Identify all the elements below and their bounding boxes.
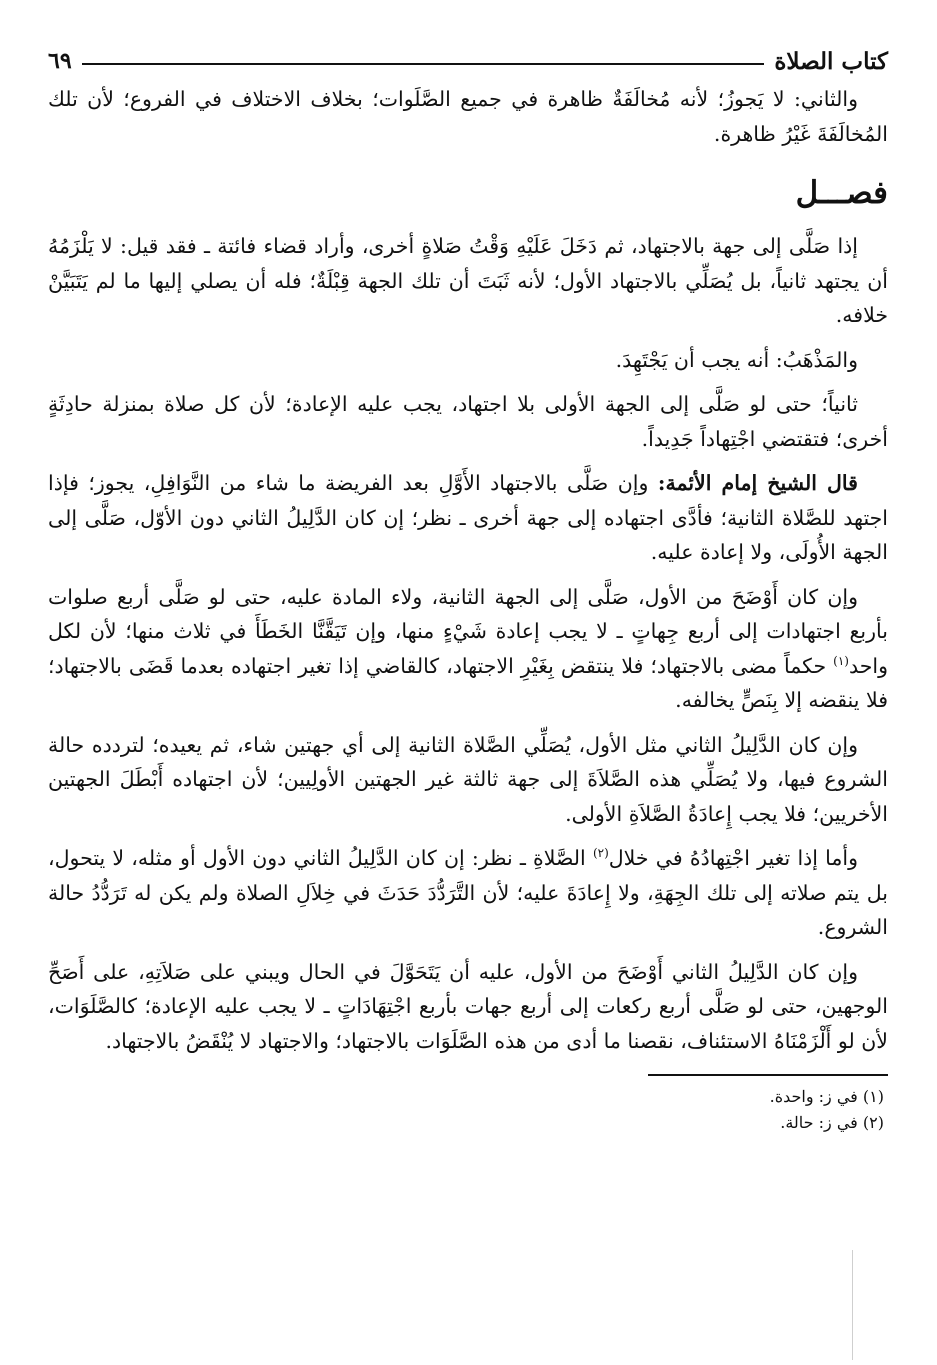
footnotes bbox=[48, 1084, 888, 1136]
main-text bbox=[48, 82, 888, 1058]
paragraph-footnote-1-before: وإن كان أَوْضَحَ من الأول، صَلَّى إلى الجهة الثانية، ولاء المادة عليه، حتى لو صَلَّى أربع صلوات بأربع اجتهادات إلى أربع جِهاتٍ ـ لا يجب إعادة شَيْءٍ منها، وإن تَيَقَّنَّا الخَطَأَ في ثلاث منها؛ لأن لكل واحد bbox=[48, 584, 888, 678]
header-rule bbox=[82, 63, 765, 65]
imam-lead: قال الشيخ إمام الأئمة: bbox=[657, 471, 858, 495]
paragraph-last: وإن كان الدَّلِيلُ الثاني أَوْضَحَ من الأول، عليه أن يَتَحَوَّلَ في الحال ويبني على صَلاَتِهِ، على أَصَحِّ الوجهين، حتى لو صَلَّى أربع ركعات إلى أربع جهات بأربع اجْتِهَادَاتٍ ـ لا يجب عليه الإعادة؛ كالصَّلَوَات، لأن لو أَلْزَمْنَاهُ الاستئناف، نقصنا ما أدى من هذه الصَّلَوَات بالاجتهاد؛ والاجتهاد لا يُنْقَضُ بالاجتهاد. bbox=[48, 959, 888, 1053]
document-page bbox=[48, 46, 888, 1136]
paragraph-second-evidence: وإن كان الدَّلِيلُ الثاني مثل الأول، يُصَلِّي الصَّلاة الثانية إلى أي جهتين شاء، ثم يعيده؛ لتردده حالة الشروع فيها، ولا يُصَلِّي هذه الصَّلاَةَ إلى جهة ثالثة غير الجهتين الأولِيين؛ لأن اجتهاده أَبْطَلَ الجهتين الأخريين؛ فلا يجب إِعادَةُ الصَّلاَةِ الأولى. bbox=[48, 732, 888, 826]
paragraph-footnote-2 bbox=[48, 841, 888, 945]
footnote-ref-1: (١) bbox=[833, 653, 849, 668]
paragraph-footnote-1 bbox=[48, 580, 888, 718]
footnote-ref-2: (٢) bbox=[592, 846, 609, 861]
chapter-title: كتاب الصلاة bbox=[774, 47, 888, 75]
section-heading: فصـــل bbox=[795, 175, 888, 211]
imam-paragraph bbox=[48, 466, 888, 570]
scan-margin-line bbox=[852, 1250, 853, 1360]
paragraph-3: ثانياً؛ حتى لو صَلَّى إلى الجهة الأولى بلا اجتهاد، يجب عليه الإعادة؛ لأن كل صلاة بمنزلة حادِثَةٍ أخرى؛ فتقتضي اجْتِهاداً جَدِيداً. bbox=[48, 392, 888, 451]
page-number: ٦٩ bbox=[48, 48, 72, 74]
paragraph-footnote-2-after: الصَّلاةِ ـ نظر: إن كان الدَّلِيلُ الثاني دون الأول أو مثله، لا يتحول، بل يتم صلاته إلى تلك الجِهَةِ، ولا إِعادَةَ عليه؛ لأن التَّرَدُّدَ حَدَثَ في خِلاَلِ الصلاة ولم يكن له تَرَدُّدُ حالة الشروع. bbox=[48, 846, 888, 939]
paragraph-2: والمَذْهَبُ: أنه يجب أن يَجْتَهِدَ. bbox=[615, 347, 858, 372]
intro-paragraph: والثاني: لا يَجوزُ؛ لأنه مُخالَفَةٌ ظاهرة في جميع الصَّلَوات؛ بخلاف الاختلاف في الفروع؛ لأن تلك المُخالَفَةَ غَيْرُ ظاهرة. bbox=[48, 87, 888, 146]
paragraph-footnote-2-before: وأما إذا تغير اجْتِهادُهُ في خلال bbox=[608, 846, 858, 870]
imam-text: وإن صَلَّى بالاجتهاد الأَوَّلِ بعد الفريضة ما شاء من النَّوَافِلِ، يجوز؛ فإذا اجتهد للصَّلاة الثانية؛ فأدَّى اجتهاده إلى جهة أخرى ـ نظر؛ إن كان الدَّلِيلُ الثاني دون الأوّل، صَلَّى إلى الجهة الأُولَى، ولا إعادة عليه. bbox=[48, 471, 888, 564]
footnote-1: (١) في ز: واحدة. bbox=[769, 1087, 884, 1106]
paragraph-1: إذا صَلَّى إلى جهة بالاجتهاد، ثم دَخَلَ عَلَيْهِ وَقْتُ صَلاةٍ أخرى، وأراد قضاء فائتة ـ فقد قيل: لا يَلْزَمُهُ أن يجتهد ثانياً، بل يُصَلِّي بالاجتهاد الأول؛ لأنه ثَبَتَ أن تلك الجهة قِبْلَةٌ؛ فله أن يصلي إليها ما لم يَتَبَيَّنْ خلافه. bbox=[48, 234, 888, 327]
paragraph-footnote-1-after: حكماً مضى بالاجتهاد؛ فلا ينتقض بِغَيْرِ الاجتهاد، كالقاضي إذا تغير اجتهاده بعدما قَضَى بالاجتهاد؛ فلا ينقضه إلا بِنَصٍّ يخالفه. bbox=[48, 653, 888, 712]
running-header bbox=[48, 46, 888, 76]
footnote-separator bbox=[648, 1074, 888, 1076]
footnote-2: (٢) في ز: حالة. bbox=[780, 1113, 884, 1132]
